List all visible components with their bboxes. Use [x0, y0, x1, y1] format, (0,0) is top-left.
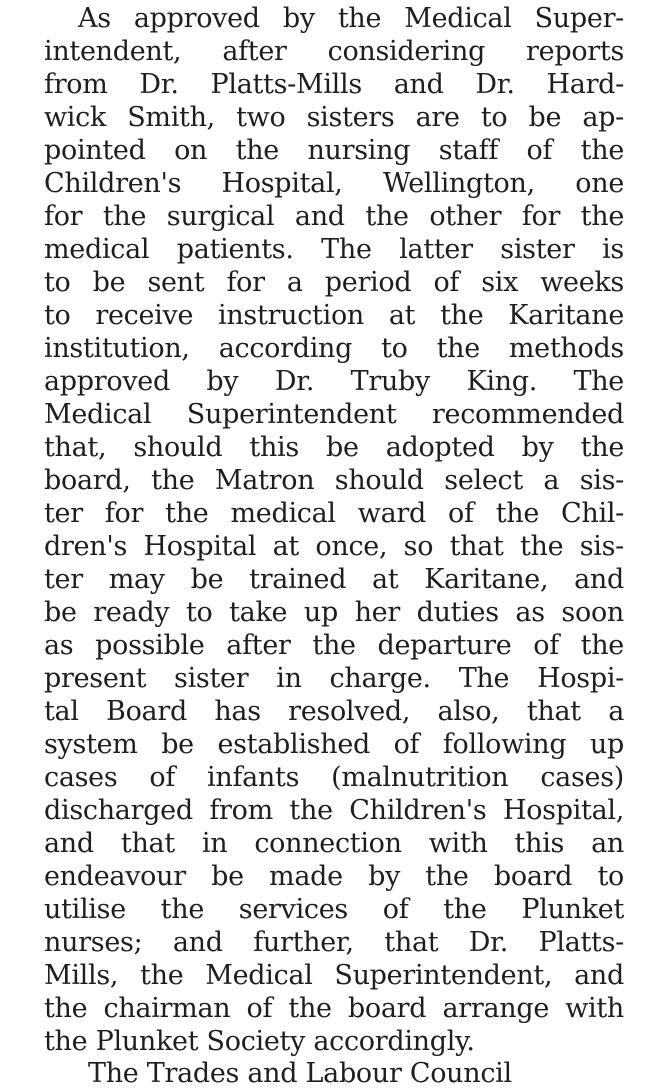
- article-line: approved by Dr. Truby King. The: [44, 366, 624, 397]
- article-line: present sister in charge. The Hospi-: [44, 663, 624, 694]
- article-line: As approved by the Medical Super-: [78, 3, 624, 34]
- article-line: the chairman of the board arrange with: [44, 993, 624, 1024]
- article-line: utilise the services of the Plunket: [44, 894, 624, 925]
- article-line: as possible after the departure of the: [44, 630, 624, 661]
- next-paragraph-fragment: [88, 1058, 628, 1089]
- article-column: [44, 2, 624, 1058]
- article-line: dren's Hospital at once, so that the sis-: [44, 531, 624, 562]
- article-line: institution, according to the methods: [44, 333, 624, 364]
- article-line: intendent, after considering reports: [44, 36, 624, 67]
- article-line: Mills, the Medical Superintendent, and: [44, 960, 624, 991]
- article-line: and that in connection with this an: [44, 828, 624, 859]
- article-line: Children's Hospital, Wellington, one: [44, 168, 624, 199]
- article-line: cases of infants (malnutrition cases): [44, 762, 624, 793]
- article-line: discharged from the Children's Hospital,: [44, 795, 624, 826]
- article-line: from Dr. Platts-Mills and Dr. Hard-: [44, 69, 624, 100]
- article-line: the Plunket Society accordingly.: [44, 1026, 475, 1057]
- article-line: to be sent for a period of six weeks: [44, 267, 624, 298]
- article-line: medical patients. The latter sister is: [44, 234, 624, 265]
- article-line: wick Smith, two sisters are to be ap-: [44, 102, 624, 133]
- article-line: board, the Matron should select a sis-: [44, 465, 624, 496]
- article-line: system be established of following up: [44, 729, 624, 760]
- article-line: ter for the medical ward of the Chil-: [44, 498, 624, 529]
- next-paragraph-text: The Trades and Labour Council: [88, 1058, 512, 1089]
- article-line: pointed on the nursing staff of the: [44, 135, 624, 166]
- article-line: tal Board has resolved, also, that a: [44, 696, 624, 727]
- article-line: Medical Superintendent recommended: [44, 399, 624, 430]
- article-line: ter may be trained at Karitane, and: [44, 564, 624, 595]
- article-line: to receive instruction at the Karitane: [44, 300, 624, 331]
- article-line: be ready to take up her duties as soon: [44, 597, 624, 628]
- article-line: endeavour be made by the board to: [44, 861, 624, 892]
- article-line: nurses; and further, that Dr. Platts-: [44, 927, 624, 958]
- article-line: for the surgical and the other for the: [44, 201, 624, 232]
- article-line: that, should this be adopted by the: [44, 432, 624, 463]
